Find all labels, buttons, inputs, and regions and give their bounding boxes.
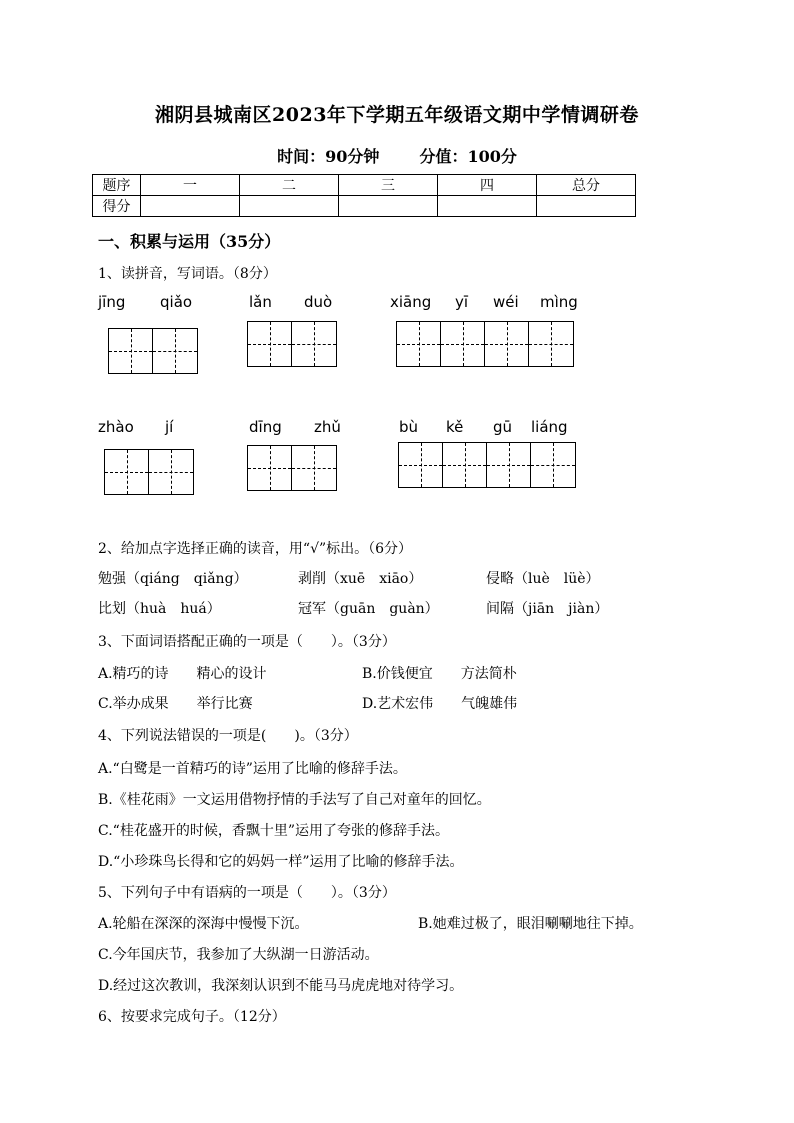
exam-info (0, 144, 794, 167)
score-input-cell[interactable] (537, 196, 636, 217)
answer-option[interactable]: C.“桂花盛开的时候，香飘十里”运用了夸张的修辞手法。 (98, 823, 449, 839)
question-2-prompt: 2、给加点字选择正确的读音，用“√”标出。（6分） (98, 541, 413, 557)
question-6-prompt: 6、按要求完成句子。（12分） (98, 1009, 286, 1025)
score-header-cell: 题序 (93, 175, 141, 196)
answer-option[interactable]: D.艺术宏伟 气魄雄伟 (362, 696, 518, 712)
reading-option[interactable]: 比划（huà huá） (98, 601, 221, 617)
score-row-label: 得分 (93, 196, 141, 217)
score-input-cell[interactable] (240, 196, 339, 217)
score-header-cell: 二 (240, 175, 339, 196)
score-table-score-row (93, 196, 636, 217)
answer-option[interactable]: C.今年国庆节，我参加了大纵湖一日游活动。 (98, 947, 379, 963)
score-label: 分值：100分 (419, 147, 517, 166)
answer-option[interactable]: A.精巧的诗 精心的设计 (98, 666, 267, 682)
answer-option[interactable]: D.“小珍珠鸟长得和它的妈妈一样”运用了比喻的修辞手法。 (98, 854, 464, 870)
score-table-header-row (93, 175, 636, 196)
pinyin-label: gū (493, 418, 513, 436)
pinyin-label: duò (304, 293, 333, 311)
writing-grid[interactable] (247, 321, 337, 367)
pinyin-label: lǎn (249, 293, 272, 311)
question-1-prompt: 1、读拼音，写词语。（8分） (98, 266, 277, 282)
answer-option[interactable]: B.《桂花雨》一文运用借物抒情的手法写了自己对童年的回忆。 (98, 792, 491, 808)
time-label: 时间：90分钟 (277, 147, 380, 166)
pinyin-label: zhǔ (314, 418, 341, 436)
writing-grid[interactable] (104, 449, 194, 495)
answer-option[interactable]: C.举办成果 举行比赛 (98, 696, 253, 712)
reading-option[interactable]: 勉强（qiáng qiǎng） (98, 571, 248, 587)
pinyin-label: jí (165, 418, 174, 436)
pinyin-label: dīng (249, 418, 282, 436)
pinyin-label: jīng (98, 293, 126, 311)
pinyin-label: yī (455, 293, 469, 311)
pinyin-label: xiāng (390, 293, 432, 311)
reading-option[interactable]: 冠军（guān guàn） (298, 601, 439, 617)
pinyin-label: zhào (98, 418, 134, 436)
answer-option[interactable]: A.“白鹭是一首精巧的诗”运用了比喻的修辞手法。 (98, 761, 407, 777)
reading-option[interactable]: 侵略（luè lüè） (486, 571, 600, 587)
question-4-prompt: 4、下列说法错误的一项是( )。（3分） (98, 728, 358, 744)
pinyin-label: qiǎo (160, 293, 193, 311)
score-table (92, 174, 636, 217)
score-header-cell: 总分 (537, 175, 636, 196)
score-header-cell: 三 (339, 175, 438, 196)
question-5-prompt: 5、下列句子中有语病的一项是（ ）。（3分） (98, 885, 396, 901)
writing-grid[interactable] (108, 328, 198, 374)
answer-option[interactable]: D.经过这次教训，我深刻认识到不能马马虎虎地对待学习。 (98, 978, 464, 994)
score-input-cell[interactable] (438, 196, 537, 217)
score-input-cell[interactable] (339, 196, 438, 217)
score-header-cell: 四 (438, 175, 537, 196)
answer-option[interactable]: B.她难过极了，眼泪唰唰地往下掉。 (418, 916, 643, 932)
writing-grid[interactable] (396, 321, 574, 367)
pinyin-label: kě (446, 418, 464, 436)
pinyin-label: mìng (540, 293, 578, 311)
score-input-cell[interactable] (141, 196, 240, 217)
question-3-prompt: 3、下面词语搭配正确的一项是（ ）。（3分） (98, 634, 396, 650)
reading-option[interactable]: 间隔（jiān jiàn） (486, 601, 609, 617)
section-heading: 一、积累与运用（35分） (98, 232, 281, 251)
exam-title: 湘阴县城南区2023年下学期五年级语文期中学情调研卷 (155, 104, 639, 126)
pinyin-label: liáng (531, 418, 568, 436)
reading-option[interactable]: 剥削（xuē xiāo） (298, 571, 423, 587)
pinyin-label: wéi (493, 293, 519, 311)
score-header-cell: 一 (141, 175, 240, 196)
writing-grid[interactable] (398, 442, 576, 488)
answer-option[interactable]: A.轮船在深深的深海中慢慢下沉。 (98, 916, 309, 932)
answer-option[interactable]: B.价钱便宜 方法简朴 (362, 666, 517, 682)
writing-grid[interactable] (247, 445, 337, 491)
pinyin-label: bù (399, 418, 419, 436)
